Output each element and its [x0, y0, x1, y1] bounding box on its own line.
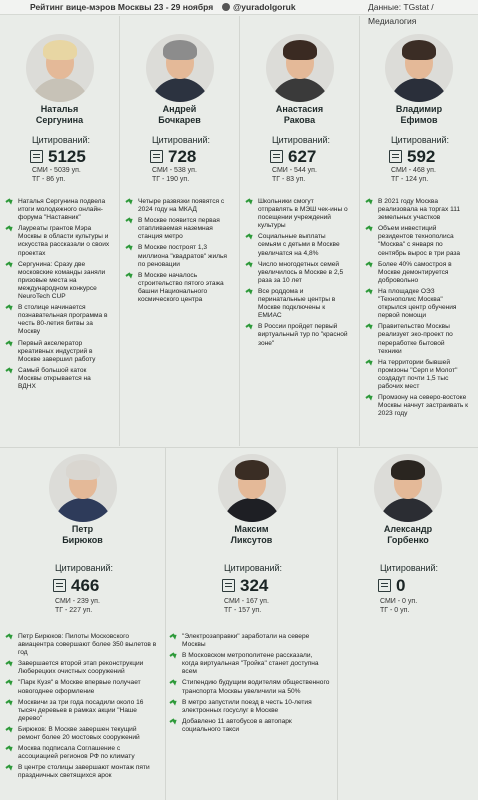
trend-arrow-icon	[366, 360, 373, 366]
last-name: Ликсутов	[230, 535, 273, 545]
news-headline: Добавлено 11 автобусов в автопарк социального такси	[182, 717, 292, 733]
news-headline: Промзону на северо-востоке Москвы начнут застраивать к 2023 году	[378, 394, 469, 418]
avatar-body	[30, 78, 90, 102]
column-divider	[359, 16, 360, 446]
news-item[interactable]	[6, 198, 110, 222]
media-count: СМИ - 538 уп.	[152, 167, 197, 174]
first-name: Петр	[71, 524, 94, 534]
citation-breakdown	[55, 597, 100, 615]
news-headline: "Электрозаправки" заработали на севере Москвы	[182, 633, 310, 649]
news-headline: Бирюков: В Москве завершен текущий ремонт более 20 мостовых сооружений	[18, 725, 140, 742]
news-item[interactable]	[170, 699, 330, 715]
last-name: Бирюков	[62, 535, 103, 545]
newspaper-icon	[389, 150, 402, 163]
news-headline: Москва подписала Соглашение с ассоциацией регионов РФ по климату	[18, 745, 135, 761]
news-headline: Наталья Сергунина подвела итоги молодежного онлайн-форума "Наставник"	[18, 198, 106, 222]
trend-arrow-icon	[246, 289, 253, 295]
news-headline: Число многодетных семей увеличилось в Москве в 2,5 раза за 10 лет	[258, 260, 344, 284]
trend-arrow-icon	[6, 661, 13, 667]
citations-count: 592	[407, 147, 436, 166]
news-list	[6, 198, 110, 394]
news-item[interactable]	[6, 660, 158, 676]
news-headline: В Москве началось строительство пятого этажа башни Национального космического центра	[138, 271, 224, 304]
trend-arrow-icon	[126, 273, 133, 279]
avatar-hair	[235, 460, 269, 480]
news-item[interactable]	[6, 679, 158, 695]
last-name: Горбенко	[387, 535, 429, 545]
citations-count: 5125	[48, 147, 86, 166]
news-headline: Правительство Москвы реализует эко-проект по переработке бытовой техники	[378, 323, 453, 355]
person-name	[0, 524, 165, 546]
news-headline: В России пройдет первый виртуальный тур по "красной зоне"	[258, 323, 348, 347]
news-headline: В Москве построят 1,3 миллиона "квадратов" жилья по реновации	[138, 244, 227, 268]
page-title: Рейтинг вице-мэров Москвы 23 - 29 ноября	[30, 2, 214, 12]
trend-arrow-icon	[6, 727, 13, 733]
news-headline: Объем инвестиций резидентов технополиса "Москва" с января по сентябрь вырос в три раза	[378, 225, 461, 257]
last-name: Ракова	[283, 115, 316, 125]
trend-arrow-icon	[6, 746, 13, 752]
news-item[interactable]	[170, 633, 330, 649]
avatar-hair	[402, 40, 436, 60]
avatar-body	[222, 498, 282, 522]
news-headline: Социальные выплаты семьям с детьми в Москве увеличатся на 4,8%	[258, 233, 340, 257]
media-count: СМИ - 5039 уп.	[32, 167, 81, 174]
news-item[interactable]	[126, 217, 230, 241]
news-headline: Четыре развязки появятся с 2024 году на МКАД	[138, 198, 225, 214]
avatar-hair	[163, 40, 197, 60]
newspaper-icon	[150, 150, 163, 163]
trend-arrow-icon	[170, 680, 177, 686]
last-name: Ефимов	[400, 115, 438, 125]
avatar	[218, 454, 286, 522]
news-headline: Лауреаты грантов Мэра Москвы в области культуры и искусства рассказали о своих проектах	[18, 225, 110, 257]
citations-label: Цитирований:	[224, 563, 283, 573]
first-name: Анастасия	[275, 104, 324, 114]
news-list	[170, 633, 330, 737]
news-headline: На территории бывшей промзоны "Серп и Молот" создадут почти 1,5 тыс рабочих мест	[378, 358, 458, 390]
avatar-hair	[283, 40, 317, 60]
news-headline: В столице начинается познавательная программа в честь 80-летия битвы за Москву	[18, 304, 108, 336]
newspaper-icon	[378, 579, 391, 592]
first-name: Максим	[234, 524, 269, 534]
trend-arrow-icon	[6, 226, 13, 232]
news-headline: Школьники смогут отправлять в МЭШ чек-ины о посещении учреждений культуры	[258, 198, 348, 230]
citations-label: Цитирований:	[32, 135, 91, 145]
telegram-count: ТГ - 190 уп.	[152, 176, 190, 183]
citations-count: 324	[240, 576, 269, 595]
avatar	[49, 454, 117, 522]
trend-arrow-icon	[170, 634, 177, 640]
news-item[interactable]	[246, 261, 350, 285]
telegram-count: ТГ - 0 уп.	[380, 607, 410, 614]
row-divider	[0, 447, 478, 448]
trend-arrow-icon	[246, 234, 253, 240]
news-headline: Завершается второй этап реконструкции Люберецких очистных сооружений	[18, 660, 144, 676]
person-name	[0, 104, 119, 126]
news-item[interactable]	[366, 359, 470, 391]
column-divider	[337, 448, 338, 800]
person-name	[240, 104, 359, 126]
telegram-count: ТГ - 227 уп.	[55, 607, 93, 614]
news-headline: В Москве появится первая отапливаемая наземная станция метро	[138, 217, 220, 241]
news-item[interactable]	[6, 764, 158, 780]
trend-arrow-icon	[366, 199, 373, 205]
avatar	[266, 34, 334, 102]
trend-arrow-icon	[246, 199, 253, 205]
first-name: Наталья	[40, 104, 79, 114]
trend-arrow-icon	[170, 700, 177, 706]
trend-arrow-icon	[6, 680, 13, 686]
news-item[interactable]	[246, 323, 350, 347]
newspaper-icon	[222, 579, 235, 592]
telegram-count: ТГ - 124 уп.	[391, 176, 429, 183]
avatar-hair	[66, 460, 100, 480]
last-name: Сергунина	[35, 115, 84, 125]
person-name	[360, 104, 478, 126]
news-list	[126, 198, 230, 307]
news-item[interactable]	[246, 288, 350, 320]
telegram-count: ТГ - 83 уп.	[272, 176, 306, 183]
citation-breakdown	[32, 166, 81, 184]
news-headline: Петр Бирюков: Пилоты Московского авиацентра совершают более 350 вылетов в год	[18, 633, 157, 657]
news-item[interactable]	[366, 261, 470, 285]
person-name	[120, 104, 239, 126]
trend-arrow-icon	[6, 765, 13, 771]
trend-arrow-icon	[6, 305, 13, 311]
news-item[interactable]	[170, 652, 330, 676]
citation-breakdown	[152, 166, 197, 184]
citations-label: Цитирований:	[272, 135, 331, 145]
citations-label: Цитирований:	[380, 563, 439, 573]
citations-label: Цитирований:	[152, 135, 211, 145]
news-headline: Москвичи за три года посадили около 16 тысяч деревьев в рамках акции "Наше дерево"	[18, 698, 144, 722]
news-item[interactable]	[366, 394, 470, 418]
news-headline: В 2021 году Москва реализовала на торгах 111 земельных участков	[378, 198, 461, 222]
citations-count: 728	[168, 147, 197, 166]
citations-count: 627	[288, 147, 317, 166]
news-list	[246, 198, 350, 351]
person-name	[338, 524, 478, 546]
news-item[interactable]	[366, 225, 470, 257]
news-headline: Самый большой каток Москвы открывается на ВДНХ	[18, 366, 91, 390]
trend-arrow-icon	[170, 719, 177, 725]
news-item[interactable]	[246, 198, 350, 230]
news-headline: Первый акселератор креативных индустрий в Москве завершил работу	[18, 339, 96, 363]
trend-arrow-icon	[126, 245, 133, 251]
avatar-body	[389, 78, 449, 102]
avatar-body	[378, 498, 438, 522]
news-item[interactable]	[366, 323, 470, 355]
trend-arrow-icon	[6, 341, 13, 347]
avatar-hair	[391, 460, 425, 480]
trend-arrow-icon	[170, 653, 177, 659]
avatar-body	[270, 78, 330, 102]
news-list	[6, 633, 158, 784]
news-item[interactable]	[6, 633, 158, 657]
avatar	[26, 34, 94, 102]
avatar	[385, 34, 453, 102]
trend-arrow-icon	[6, 634, 13, 640]
newspaper-icon	[30, 150, 43, 163]
media-count: СМИ - 167 уп.	[224, 598, 269, 605]
avatar	[146, 34, 214, 102]
media-count: СМИ - 239 уп.	[55, 598, 100, 605]
news-headline: Все роддома и перинатальные центры в Москве подключены к ЕМИАС	[258, 287, 336, 320]
avatar-body	[150, 78, 210, 102]
news-item[interactable]	[6, 304, 110, 336]
citations-count: 466	[71, 576, 100, 595]
trend-arrow-icon	[6, 199, 13, 205]
trend-arrow-icon	[126, 199, 133, 205]
news-headline: В центре столицы завершают монтаж пяти праздничных светящихся арок	[18, 764, 150, 780]
column-divider	[239, 16, 240, 446]
last-name: Бочкарев	[158, 115, 201, 125]
news-headline: Более 40% самостроя в Москве демонтируется добровольно	[378, 260, 452, 284]
data-source: Данные: TGstat / Медиалогия	[368, 2, 434, 26]
citation-breakdown	[380, 597, 417, 615]
avatar-hair	[43, 40, 77, 60]
telegram-count: ТГ - 86 уп.	[32, 176, 66, 183]
news-headline: Стипендию будущим водителям общественного транспорта Москвы увеличили на 50%	[182, 679, 330, 695]
news-item[interactable]	[6, 261, 110, 301]
media-count: СМИ - 468 уп.	[391, 167, 436, 174]
news-item[interactable]	[6, 745, 158, 761]
first-name: Андрей	[162, 104, 197, 114]
news-headline: На площадке ОЭЗ "Технополис Москва" открылся центр обучения первой помощи	[378, 287, 457, 320]
avatar-body	[53, 498, 113, 522]
news-item[interactable]	[6, 340, 110, 364]
media-count: СМИ - 0 уп.	[380, 598, 418, 605]
person-name	[166, 524, 337, 546]
trend-arrow-icon	[246, 324, 253, 330]
first-name: Владимир	[395, 104, 443, 114]
header-bar	[0, 0, 478, 26]
avatar	[374, 454, 442, 522]
citations-label: Цитирований:	[391, 135, 450, 145]
trend-arrow-icon	[6, 262, 13, 268]
newspaper-icon	[270, 150, 283, 163]
news-item[interactable]	[170, 679, 330, 695]
news-item[interactable]	[6, 225, 110, 257]
trend-arrow-icon	[366, 395, 373, 401]
news-item[interactable]	[6, 367, 110, 391]
citation-breakdown	[391, 166, 436, 184]
citations-count: 0	[396, 576, 406, 595]
news-item[interactable]	[126, 272, 230, 304]
trend-arrow-icon	[6, 368, 13, 374]
news-list	[366, 198, 470, 421]
trend-arrow-icon	[366, 324, 373, 330]
news-item[interactable]	[6, 699, 158, 723]
citations-label: Цитирований:	[55, 563, 114, 573]
media-count: СМИ - 544 уп.	[272, 167, 317, 174]
news-item[interactable]	[6, 726, 158, 742]
trend-arrow-icon	[366, 289, 373, 295]
trend-arrow-icon	[366, 262, 373, 268]
news-item[interactable]	[126, 198, 230, 214]
news-item[interactable]	[366, 288, 470, 320]
news-item[interactable]	[126, 244, 230, 268]
trend-arrow-icon	[246, 262, 253, 268]
newspaper-icon	[53, 579, 66, 592]
channel-handle[interactable]: @yuradolgoruk	[233, 2, 296, 12]
column-divider	[165, 448, 166, 800]
telegram-count: ТГ - 157 уп.	[224, 607, 262, 614]
news-headline: "Парк Кузя" в Москве впервые получает новогоднее оформление	[18, 679, 141, 695]
news-item[interactable]	[246, 233, 350, 257]
news-item[interactable]	[170, 718, 330, 734]
news-item[interactable]	[366, 198, 470, 222]
news-headline: В Московском метрополитене рассказали, когда виртуальная "Тройка" станет доступна всем	[182, 652, 319, 676]
news-headline: Сергунина: Сразу две московские команды заняли призовые места на международном конкурсе NeuroTech CUP	[18, 260, 106, 301]
citation-breakdown	[272, 166, 317, 184]
news-headline: В метро запустили поезд в честь 10-летия электронных госуслуг в Москве	[182, 698, 312, 714]
telegram-icon	[222, 3, 230, 11]
trend-arrow-icon	[366, 226, 373, 232]
citation-breakdown	[224, 597, 269, 615]
column-divider	[119, 16, 120, 446]
trend-arrow-icon	[126, 218, 133, 224]
first-name: Александр	[383, 524, 433, 534]
trend-arrow-icon	[6, 700, 13, 706]
